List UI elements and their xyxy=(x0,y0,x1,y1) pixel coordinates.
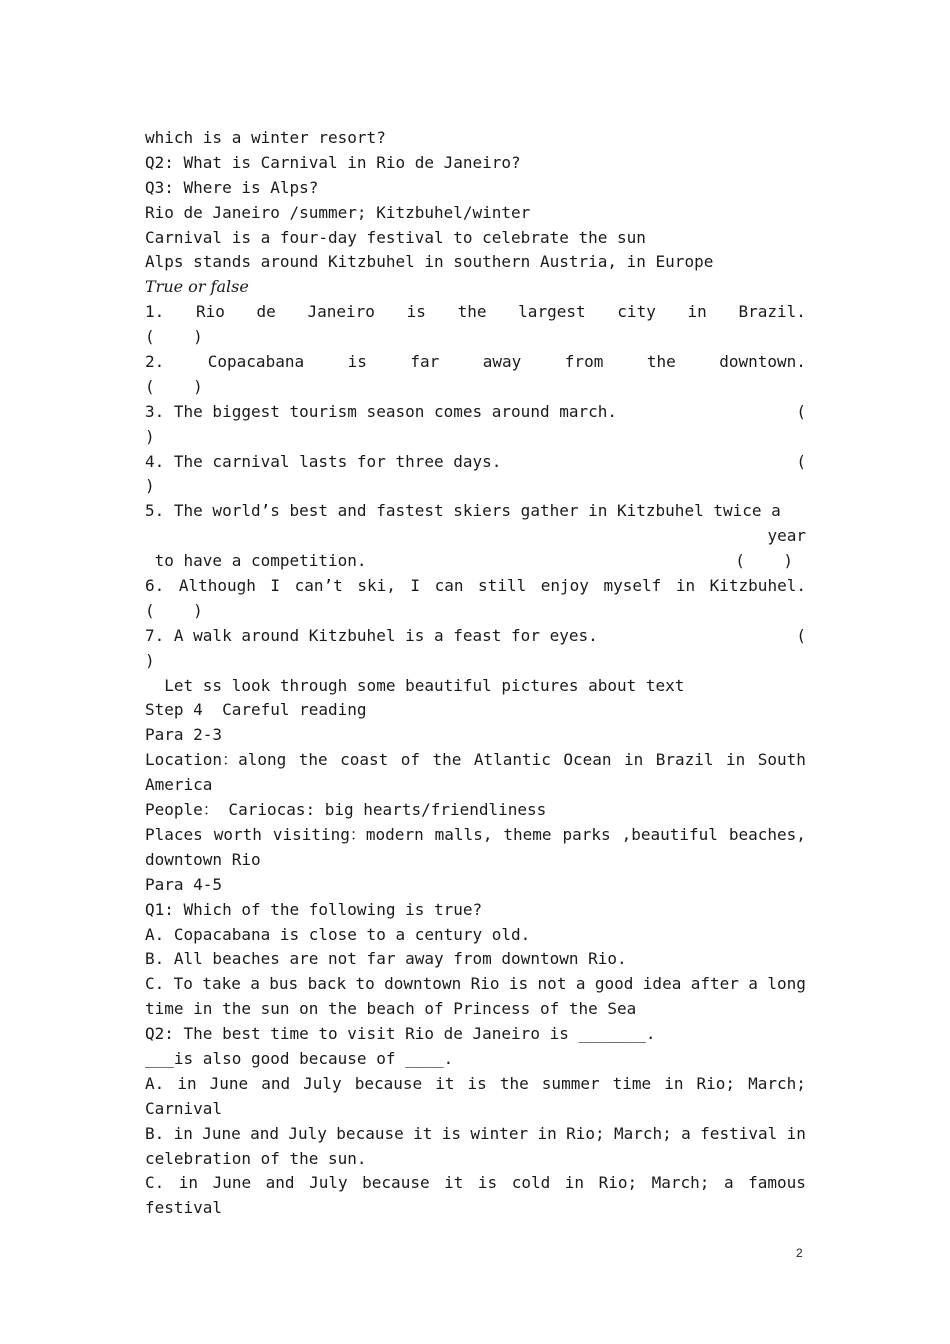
statement-text: 7. A walk around Kitzbuhel is a feast for eyes. xyxy=(145,625,598,645)
word: 1. xyxy=(145,302,165,322)
word: March; xyxy=(614,1123,672,1143)
word: Kitzbuhel. xyxy=(709,576,806,596)
word: to xyxy=(355,974,375,994)
word: C. xyxy=(145,974,165,994)
word: a xyxy=(681,1123,691,1143)
word: coast xyxy=(340,750,389,770)
word: is xyxy=(406,302,426,322)
word: A. xyxy=(145,1073,165,1093)
tf-statement-5-cont xyxy=(145,549,806,574)
word: Janeiro xyxy=(307,302,375,322)
word: Places xyxy=(145,824,203,844)
word: it xyxy=(413,1123,433,1143)
word: from xyxy=(564,352,604,372)
word: Ocean xyxy=(563,750,612,770)
word: theme xyxy=(503,824,552,844)
word: June xyxy=(212,1173,252,1193)
text-line: Q3: Where is Alps? xyxy=(145,177,319,197)
word: time xyxy=(612,1073,652,1093)
answer-paren: ( ) xyxy=(735,551,793,571)
word: back xyxy=(307,974,347,994)
word: in xyxy=(173,1123,193,1143)
word: enjoy xyxy=(540,576,589,596)
text-line: celebration of the sun. xyxy=(145,1148,367,1168)
word: is xyxy=(441,1123,461,1143)
word: Rio xyxy=(195,302,225,322)
word: de xyxy=(256,302,276,322)
word: and xyxy=(265,1173,295,1193)
word: beaches, xyxy=(728,824,806,844)
word: and xyxy=(250,1123,280,1143)
word: visiting：modern xyxy=(272,824,424,844)
option xyxy=(145,1122,806,1147)
word: malls, xyxy=(434,824,493,844)
word: downtown. xyxy=(719,352,806,372)
word: not xyxy=(537,974,567,994)
para-label: Para 4-5 xyxy=(145,874,223,894)
word: Copacabana xyxy=(207,352,305,372)
word: worth xyxy=(213,824,262,844)
word: good xyxy=(594,974,634,994)
word: in xyxy=(177,1073,197,1093)
answer-paren: ( ) xyxy=(145,327,203,347)
answer-paren: ( ) xyxy=(145,600,203,620)
question: Q2: The best time to visit Rio de Janeiro is _______. xyxy=(145,1024,656,1044)
tf-statement-1 xyxy=(145,300,806,325)
word: it xyxy=(444,1173,464,1193)
word: the xyxy=(457,302,487,322)
step-heading: Step 4 Careful reading xyxy=(145,700,367,720)
text-line: People： Cariocas: big hearts/friendliness xyxy=(145,800,547,820)
word: in xyxy=(664,1073,684,1093)
word: bus xyxy=(269,974,299,994)
word: July xyxy=(288,1123,327,1143)
answer-open-paren: ( xyxy=(796,401,806,421)
word: ,beautiful xyxy=(621,824,718,844)
word: is xyxy=(508,974,529,994)
word: of xyxy=(400,750,420,770)
word: is xyxy=(467,1073,487,1093)
word: can’t xyxy=(294,576,343,596)
text-line: downtown Rio xyxy=(145,849,261,869)
word: far xyxy=(410,352,440,372)
text-line: time in the sun on the beach of Princess of the Sea xyxy=(145,999,637,1019)
word: South xyxy=(757,750,806,770)
word: the xyxy=(298,750,328,770)
tf-statement-5: 5. The world’s best and fastest skiers gather in Kitzbuhel twice a xyxy=(145,501,781,521)
option xyxy=(145,972,806,997)
text-line: Q2: What is Carnival in Rio de Janeiro? xyxy=(145,152,521,172)
word: summer xyxy=(541,1073,600,1093)
word: Brazil xyxy=(655,750,714,770)
word: a xyxy=(575,974,586,994)
word: it xyxy=(435,1073,455,1093)
tf-statement-7 xyxy=(145,624,806,649)
word: in xyxy=(178,1173,199,1193)
word: after xyxy=(690,974,739,994)
option: B. All beaches are not far away from downtown Rio. xyxy=(145,949,627,969)
word: 2. xyxy=(145,352,165,372)
word: I xyxy=(410,576,421,596)
answer-close-paren: ) xyxy=(145,476,155,496)
word: take xyxy=(202,974,241,994)
word: in xyxy=(564,1173,585,1193)
word: and xyxy=(261,1073,291,1093)
word: Rio; xyxy=(566,1123,605,1143)
word: March; xyxy=(748,1073,806,1093)
word: Although xyxy=(178,576,256,596)
word: winter xyxy=(470,1123,529,1143)
word: downtown xyxy=(384,974,462,994)
word: July xyxy=(303,1073,342,1093)
option xyxy=(145,1072,806,1097)
word: can xyxy=(434,576,464,596)
word: Location：along xyxy=(145,750,287,770)
word: the xyxy=(499,1073,529,1093)
word: because xyxy=(362,1173,430,1193)
text-line: festival xyxy=(145,1198,223,1218)
question: Q1: Which of the following is true? xyxy=(145,899,483,919)
word: Rio; xyxy=(696,1073,736,1093)
word: city xyxy=(617,302,656,322)
word: a xyxy=(250,974,260,994)
word: C. xyxy=(145,1173,165,1193)
word: B. xyxy=(145,1123,165,1143)
text-line: America xyxy=(145,775,213,795)
answer-close-paren: ) xyxy=(145,426,155,446)
word: in xyxy=(537,1123,557,1143)
word: Atlantic xyxy=(473,750,551,770)
word: June xyxy=(202,1123,241,1143)
text-line: ___is also good because of ____. xyxy=(145,1048,454,1068)
answer-close-paren: ) xyxy=(145,650,155,670)
word: in xyxy=(675,576,696,596)
text-line: Carnival xyxy=(145,1098,223,1118)
text-line: Rio de Janeiro /summer; Kitzbuhel/winter xyxy=(145,202,531,222)
word: a xyxy=(723,1173,734,1193)
tf-statement-4 xyxy=(145,450,806,475)
text-line xyxy=(145,748,806,773)
word: the xyxy=(646,352,676,372)
word: in xyxy=(624,750,644,770)
statement-wrap: year xyxy=(767,526,806,546)
answer-paren: ( ) xyxy=(145,376,203,396)
para-label: Para 2-3 xyxy=(145,725,223,745)
word: cold xyxy=(511,1173,551,1193)
answer-open-paren: ( xyxy=(796,625,806,645)
word: a xyxy=(748,974,758,994)
statement-text: 4. The carnival lasts for three days. xyxy=(145,451,502,471)
word: the xyxy=(432,750,462,770)
statement-text: 3. The biggest tourism season comes around march. xyxy=(145,401,618,421)
word: away xyxy=(482,352,522,372)
option xyxy=(145,1171,806,1196)
word: famous xyxy=(748,1173,806,1193)
word: because xyxy=(354,1073,423,1093)
word: ski, xyxy=(357,576,396,596)
word: in xyxy=(786,1123,806,1143)
word: 6. xyxy=(145,576,165,596)
word: largest xyxy=(518,302,586,322)
word: is xyxy=(477,1173,498,1193)
section-heading: True or false xyxy=(145,277,249,297)
word: still xyxy=(478,576,527,596)
answer-open-paren: ( xyxy=(796,451,806,471)
word: June xyxy=(209,1073,249,1093)
word: July xyxy=(309,1173,348,1193)
word: festival xyxy=(700,1123,778,1143)
word: long xyxy=(767,974,806,994)
word: Rio; xyxy=(598,1173,638,1193)
text-line xyxy=(145,823,806,848)
word: March; xyxy=(651,1173,710,1193)
statement-text: to have a competition. xyxy=(145,551,367,571)
word: Rio xyxy=(470,974,500,994)
text-line: Let ss look through some beautiful pictures about text xyxy=(145,675,685,695)
text-line: which is a winter resort? xyxy=(145,128,386,147)
word: idea xyxy=(642,974,682,994)
word: Brazil. xyxy=(738,302,806,322)
word: To xyxy=(173,974,193,994)
page-content xyxy=(145,126,806,1221)
word: because xyxy=(336,1123,404,1143)
word: myself xyxy=(603,576,662,596)
tf-statement-6 xyxy=(145,574,806,599)
page-number: 2 xyxy=(796,1246,803,1260)
tf-statement-2 xyxy=(145,350,806,375)
text-line: Alps stands around Kitzbuhel in southern Austria, in Europe xyxy=(145,252,714,272)
word: is xyxy=(347,352,367,372)
word: in xyxy=(726,750,746,770)
option: A. Copacabana is close to a century old. xyxy=(145,924,531,944)
word: parks xyxy=(562,824,611,844)
tf-statement-3 xyxy=(145,400,806,425)
text-line: Carnival is a four-day festival to celebrate the sun xyxy=(145,227,646,247)
word: I xyxy=(270,576,281,596)
word: in xyxy=(687,302,707,322)
